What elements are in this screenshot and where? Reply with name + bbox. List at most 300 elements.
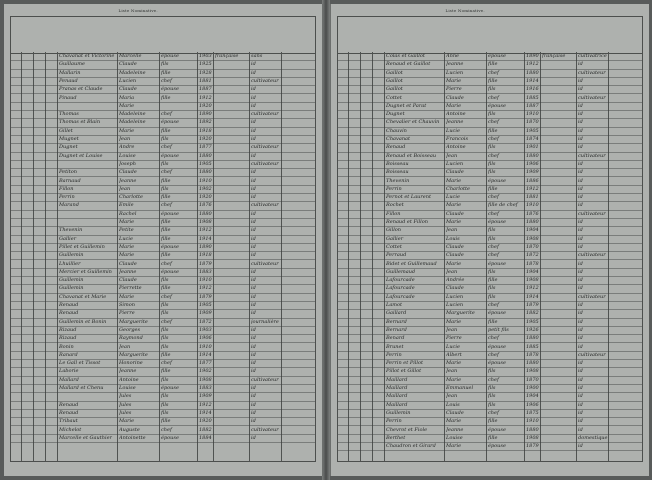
cell-parente: fils <box>161 335 169 342</box>
cell-nom: Pernot et Laurent <box>386 194 431 201</box>
cell-prenom: Madeleine <box>119 119 146 126</box>
cell-parente: épouse <box>488 360 506 367</box>
cell-nom: Gaillot <box>386 77 403 84</box>
cell-nom: Perraud <box>386 252 407 259</box>
cell-prenom: Antoinette <box>119 434 146 441</box>
cell-annee: 1880 <box>526 360 539 367</box>
cell-annee: 1880 <box>526 69 539 76</box>
cell-profession: id <box>578 409 583 416</box>
cell-nom: Boisseau <box>386 160 409 167</box>
cell-profession: cultivateur <box>578 252 606 259</box>
cell-parente: fille <box>488 77 498 84</box>
cell-parente: fils <box>161 136 169 142</box>
cell-parente: fille <box>161 351 171 358</box>
cell-prenom: Lucien <box>446 293 464 300</box>
cell-nom: Gaillard <box>386 310 407 317</box>
cell-nom: Guillemaud <box>386 268 416 275</box>
cell-prenom: Louis <box>446 235 460 242</box>
cell-prenom: Claude <box>446 285 464 292</box>
cell-parente: fils <box>488 144 496 151</box>
cell-nom: Lafourcade <box>386 277 415 284</box>
cell-parente: fille <box>161 227 171 234</box>
cell-prenom: Anne <box>446 53 460 59</box>
cell-profession: id <box>578 61 583 68</box>
cell-parente: fille <box>488 418 498 425</box>
cell-prenom: Marcelle <box>119 53 142 59</box>
cell-nom: Mallard <box>59 376 79 383</box>
left-page-title: Liste Nominative. <box>118 8 158 13</box>
cell-parente: fille <box>161 285 171 292</box>
cell-profession: id <box>578 277 583 284</box>
cell-prenom: Antoine <box>119 376 139 383</box>
cell-annee: 1870 <box>526 119 539 126</box>
cell-parente: fille <box>161 177 171 184</box>
cell-prenom: Marie <box>119 252 135 259</box>
cell-profession: id <box>251 368 256 375</box>
cell-prenom: Lucien <box>119 77 137 84</box>
cell-annee: 1892 <box>199 119 212 126</box>
cell-annee: 1883 <box>199 268 212 275</box>
cell-annee: 1905 <box>199 302 212 308</box>
cell-prenom: Pierre <box>119 310 135 317</box>
cell-profession: cultivateur <box>251 111 279 118</box>
cell-nom: Laborie <box>59 368 79 375</box>
cell-profession: cultivateur <box>251 202 279 209</box>
cell-nom: Renaud <box>59 409 79 416</box>
cell-annee: 1874 <box>526 136 539 142</box>
cell-prenom: Claude <box>446 252 464 259</box>
cell-prenom: Emmanuel <box>446 385 474 391</box>
cell-parente: épouse <box>488 102 506 109</box>
cell-annee: 1920 <box>199 136 212 142</box>
cell-parente: fils <box>488 401 496 408</box>
cell-prenom: Albert <box>446 351 462 358</box>
cell-nom: Chevrot et Fiole <box>386 426 428 433</box>
cell-profession: id <box>251 185 256 192</box>
cell-profession: id <box>251 335 256 342</box>
cell-profession: id <box>578 335 583 342</box>
cell-annee: 1876 <box>526 210 539 217</box>
cell-prenom: Rachel <box>119 210 137 217</box>
cell-nom: Michelot <box>59 426 82 433</box>
cell-prenom: Marie <box>446 102 462 109</box>
cell-profession: id <box>251 385 256 391</box>
cell-prenom: Jules <box>119 401 132 408</box>
cell-prenom: Emile <box>119 202 134 209</box>
cell-nom: Renaud et Boisseau <box>386 152 437 159</box>
cell-annee: 1890 <box>526 53 539 59</box>
cell-nom: Gaillot <box>386 86 403 93</box>
cell-nom: Cottet <box>386 243 402 250</box>
cell-profession: id <box>251 119 256 126</box>
cell-nom: Chauvin <box>386 127 407 134</box>
cell-parente: fils <box>488 385 496 391</box>
cell-prenom: Francois <box>446 136 469 142</box>
cell-nom: Dugnet <box>386 111 405 118</box>
cell-profession: id <box>578 343 583 350</box>
cell-prenom: Lucien <box>446 302 464 308</box>
cell-annee: 1885 <box>526 343 539 350</box>
cell-nom: Perrin et Pillot <box>386 360 424 367</box>
cell-prenom: Marie <box>446 177 462 184</box>
cell-nom: Lafourcade <box>386 293 415 300</box>
cell-nom: Maillard <box>386 376 408 383</box>
cell-nom: Thevenin <box>59 227 83 234</box>
cell-profession: id <box>251 285 256 292</box>
cell-annee: 1910 <box>526 111 539 118</box>
cell-profession: id <box>578 111 583 118</box>
right-page-header <box>331 6 649 14</box>
cell-annee: 1906 <box>526 160 539 167</box>
cell-nom: Petiton <box>59 169 77 176</box>
cell-nom: Pinaud <box>59 94 77 101</box>
cell-annee: 1912 <box>199 227 212 234</box>
cell-prenom: Claude <box>119 169 137 176</box>
cell-profession: id <box>251 210 256 217</box>
cell-profession: id <box>578 318 583 325</box>
cell-parente: chef <box>161 318 172 325</box>
cell-nom: Bidet et Guillemaud <box>386 260 437 267</box>
cell-prenom: Georges <box>119 326 141 333</box>
cell-parente: fils <box>161 376 169 383</box>
cell-annee: 1908 <box>526 277 539 284</box>
cell-profession: id <box>251 102 256 109</box>
cell-parente: chef <box>161 144 172 151</box>
cell-parente: fils <box>161 393 169 400</box>
cell-annee: 1900 <box>526 385 539 391</box>
cell-prenom: Claude <box>119 61 137 68</box>
cell-profession: id <box>578 360 583 367</box>
cell-profession: id <box>251 434 256 441</box>
cell-profession: id <box>251 252 256 259</box>
cell-prenom: Marie <box>119 102 135 109</box>
cell-prenom: Marie <box>446 260 462 267</box>
cell-annee: 1912 <box>526 185 539 192</box>
cell-parente: chef <box>488 152 499 159</box>
cell-prenom: Lucie <box>119 235 133 242</box>
cell-prenom: Jean <box>446 326 458 333</box>
cell-nom: Thomas et Blain <box>59 119 101 126</box>
cell-parente: chef <box>161 293 172 300</box>
cell-nom: Brunet <box>386 343 404 350</box>
left-ledger <box>10 16 316 462</box>
cell-profession: id <box>578 160 583 167</box>
cell-profession: cultivateur <box>578 293 606 300</box>
cell-nom: Guillemin <box>59 277 84 284</box>
cell-parente: chef <box>488 119 499 126</box>
cell-prenom: Andre <box>119 144 135 151</box>
cell-annee: 1906 <box>199 335 212 342</box>
cell-parente: fils <box>488 111 496 118</box>
cell-nom: Chevalier et Chauvin <box>386 119 440 126</box>
cell-nom: Renaud <box>59 302 79 308</box>
cell-annee: 1890 <box>199 111 212 118</box>
cell-annee: 1914 <box>526 77 539 84</box>
cell-prenom: Jean <box>119 136 131 142</box>
cell-prenom: Marie <box>119 418 135 425</box>
cell-nom: Bonin <box>59 343 74 350</box>
cell-profession: cultivateur <box>578 210 606 217</box>
cell-nom: Chaudron et Girard <box>386 443 436 450</box>
cell-annee: 1908 <box>526 368 539 375</box>
left-column-headers <box>10 16 316 54</box>
cell-annee: 1880 <box>526 426 539 433</box>
cell-annee: 1882 <box>526 310 539 317</box>
cell-annee: 1880 <box>199 169 212 176</box>
table-row <box>11 434 315 443</box>
cell-parente: fille <box>488 277 498 284</box>
cell-annee: 1902 <box>199 185 212 192</box>
cell-profession: id <box>578 136 583 142</box>
cell-profession: id <box>578 169 583 176</box>
cell-parente: chef <box>488 302 499 308</box>
cell-nom: Rochet <box>386 202 404 209</box>
cell-annee: 1918 <box>199 252 212 259</box>
cell-parente: fils <box>488 160 496 167</box>
cell-prenom: Jean <box>446 268 458 275</box>
cell-prenom: Jeanne <box>119 368 137 375</box>
cell-profession: journalière <box>251 318 279 325</box>
cell-nom: Barnaud <box>59 177 81 184</box>
cell-parente: fils <box>161 343 169 350</box>
cell-prenom: Lucie <box>446 194 460 201</box>
table-row <box>338 442 642 451</box>
cell-nom: Maillard <box>386 393 408 400</box>
cell-nom: Renaud et Gaillot <box>386 61 431 68</box>
cell-parente: fille <box>161 418 171 425</box>
cell-parente: fils <box>161 310 169 317</box>
cell-nom: Thomas <box>59 111 79 118</box>
cell-profession: id <box>251 177 256 184</box>
cell-nation: française <box>215 53 239 59</box>
cell-prenom: Marie <box>446 443 462 450</box>
cell-parente: chef <box>488 335 499 342</box>
cell-profession: id <box>251 401 256 408</box>
cell-prenom: Madeleine <box>119 111 146 118</box>
cell-prenom: Claude <box>446 94 464 101</box>
cell-profession: id <box>578 302 583 308</box>
cell-profession: id <box>251 293 256 300</box>
cell-profession: cultivateur <box>251 260 279 267</box>
cell-annee: 1912 <box>199 401 212 408</box>
cell-parente: fils <box>161 277 169 284</box>
cell-prenom: Honorine <box>119 360 143 367</box>
cell-profession: id <box>578 268 583 275</box>
cell-annee: 1887 <box>526 102 539 109</box>
cell-parente: chef <box>161 360 172 367</box>
cell-parente: chef <box>488 69 499 76</box>
cell-annee: 1903 <box>199 326 212 333</box>
cell-annee: 1877 <box>199 144 212 151</box>
left-page-footnote <box>10 463 316 473</box>
cell-profession: id <box>251 343 256 350</box>
cell-nom: Rizaud <box>59 335 77 342</box>
right-ledger <box>337 16 643 462</box>
cell-parente: chef <box>488 409 499 416</box>
cell-parente: fils <box>161 185 169 192</box>
cell-annee: 1876 <box>199 202 212 209</box>
cell-profession: cultivateur <box>578 351 606 358</box>
cell-nom: Guillemin <box>386 409 411 416</box>
cell-annee: 1914 <box>199 351 212 358</box>
cell-nom: Renaud et Fillon <box>386 219 428 225</box>
cell-prenom: Lucie <box>446 127 460 134</box>
cell-nom: Gallier <box>59 235 77 242</box>
cell-parente: fille <box>161 235 171 242</box>
cell-nom: Maillard <box>386 401 408 408</box>
cell-annee: 1904 <box>526 268 539 275</box>
cell-parente: fils <box>488 227 496 234</box>
cell-profession: id <box>251 360 256 367</box>
cell-prenom: Marguerite <box>119 318 148 325</box>
cell-nom: Guillemin <box>59 252 84 259</box>
cell-parente: chef <box>488 243 499 250</box>
cell-prenom: Claude <box>119 86 137 93</box>
cell-nom: Tribaut <box>59 418 78 425</box>
cell-prenom: Claude <box>446 243 464 250</box>
cell-annee: 1905 <box>199 160 212 167</box>
cell-profession: cultivateur <box>251 376 279 383</box>
cell-parente: chef <box>488 252 499 259</box>
cell-profession: sans <box>251 53 263 59</box>
cell-parente: fils <box>488 268 496 275</box>
cell-prenom: Louise <box>119 385 136 391</box>
cell-profession: id <box>578 326 583 333</box>
cell-nom: Cottet <box>386 94 402 101</box>
cell-annee: 1916 <box>526 86 539 93</box>
cell-parente: fils <box>161 326 169 333</box>
cell-profession: id <box>251 418 256 425</box>
left-page-header <box>4 6 322 14</box>
cell-annee: 1879 <box>199 293 212 300</box>
cell-prenom: Claude <box>446 210 464 217</box>
cell-annee: 1903 <box>199 53 212 59</box>
cell-annee: 1877 <box>199 360 212 367</box>
cell-parente: chef <box>488 194 499 201</box>
cell-annee: 1912 <box>199 285 212 292</box>
cell-nation: française <box>542 53 566 59</box>
cell-parente: épouse <box>488 260 506 267</box>
cell-prenom: Pierre <box>446 86 462 93</box>
cell-parente: fille <box>161 368 171 375</box>
right-page-footnote <box>337 463 643 473</box>
cell-profession: id <box>578 177 583 184</box>
cell-annee: 1908 <box>199 376 212 383</box>
cell-nom: Dugnet <box>59 144 78 151</box>
cell-prenom: Lucien <box>446 160 464 167</box>
cell-prenom: Lucien <box>446 69 464 76</box>
cell-parente: fille <box>488 185 498 192</box>
cell-annee: 1879 <box>199 260 212 267</box>
cell-prenom: Claude <box>119 260 137 267</box>
cell-parente: chef <box>161 202 172 209</box>
cell-profession: cultivateur <box>251 160 279 167</box>
cell-parente: chef <box>161 169 172 176</box>
cell-prenom: Pierre <box>446 335 462 342</box>
cell-prenom: Maria <box>119 94 135 101</box>
cell-nom: Chavanat <box>386 136 411 142</box>
cell-profession: id <box>578 144 583 151</box>
cell-nom: Gallier <box>386 235 404 242</box>
cell-prenom: Marie <box>446 418 462 425</box>
cell-parente: fille <box>161 127 171 134</box>
cell-annee: 1910 <box>199 277 212 284</box>
cell-prenom: Simon <box>119 302 135 308</box>
book-gutter <box>322 0 330 480</box>
cell-profession: id <box>251 94 256 101</box>
cell-nom: Mallard et Chenu <box>59 385 104 391</box>
cell-parente: épouse <box>161 434 179 441</box>
cell-parente: chef <box>161 426 172 433</box>
cell-parente: fille <box>488 434 498 441</box>
cell-annee: 1920 <box>199 418 212 425</box>
cell-nom: Renaud <box>59 401 79 408</box>
cell-profession: id <box>578 443 583 450</box>
cell-profession: id <box>578 219 583 225</box>
cell-profession: id <box>578 127 583 134</box>
right-ledger-body <box>337 52 643 462</box>
cell-nom: Fillon <box>59 185 74 192</box>
cell-annee: 1901 <box>526 144 539 151</box>
cell-profession: id <box>578 426 583 433</box>
cell-profession: domestique <box>578 434 608 441</box>
cell-nom: Renaud <box>59 310 79 317</box>
cell-parente: fils <box>488 285 496 292</box>
cell-annee: 1914 <box>526 293 539 300</box>
cell-profession: cultivateur <box>251 77 279 84</box>
cell-nom: Perrin <box>386 185 402 192</box>
cell-parente: fille <box>161 219 171 225</box>
cell-parente: chef <box>488 210 499 217</box>
cell-annee: 1880 <box>199 210 212 217</box>
cell-annee: 1920 <box>199 194 212 201</box>
cell-parente: fils <box>488 293 496 300</box>
cell-prenom: Jeanne <box>446 426 464 433</box>
cell-profession: cultivatrice <box>578 53 607 59</box>
cell-annee: 1887 <box>199 86 212 93</box>
cell-prenom: Claude <box>446 169 464 176</box>
cell-nom: Gillon <box>386 227 402 234</box>
cell-prenom: Jeanne <box>446 61 464 68</box>
cell-prenom: Marie <box>446 360 462 367</box>
cell-annee: 1912 <box>526 61 539 68</box>
cell-profession: id <box>251 243 256 250</box>
cell-annee: 1908 <box>526 235 539 242</box>
cell-annee: 1872 <box>526 252 539 259</box>
cell-profession: id <box>578 227 583 234</box>
cell-profession: cultivateur <box>251 426 279 433</box>
cell-profession: id <box>251 326 256 333</box>
cell-annee: 1880 <box>199 152 212 159</box>
cell-profession: id <box>578 102 583 109</box>
cell-parente: fils <box>161 61 169 68</box>
cell-prenom: Marie <box>446 77 462 84</box>
cell-profession: id <box>578 243 583 250</box>
cell-profession: id <box>578 185 583 192</box>
cell-annee: 1905 <box>526 127 539 134</box>
cell-annee: 1909 <box>199 310 212 317</box>
cell-parente: chef <box>488 94 499 101</box>
cell-prenom: Claude <box>446 409 464 416</box>
cell-nom: Dugnet et Parat <box>386 102 427 109</box>
cell-nom: Penaud <box>59 77 78 84</box>
cell-annee: 1928 <box>199 69 212 76</box>
cell-prenom: Jean <box>446 227 458 234</box>
cell-annee: 1880 <box>526 219 539 225</box>
cell-nom: Renaud <box>386 144 406 151</box>
cell-annee: 1878 <box>526 260 539 267</box>
cell-parente: fils <box>161 302 169 308</box>
